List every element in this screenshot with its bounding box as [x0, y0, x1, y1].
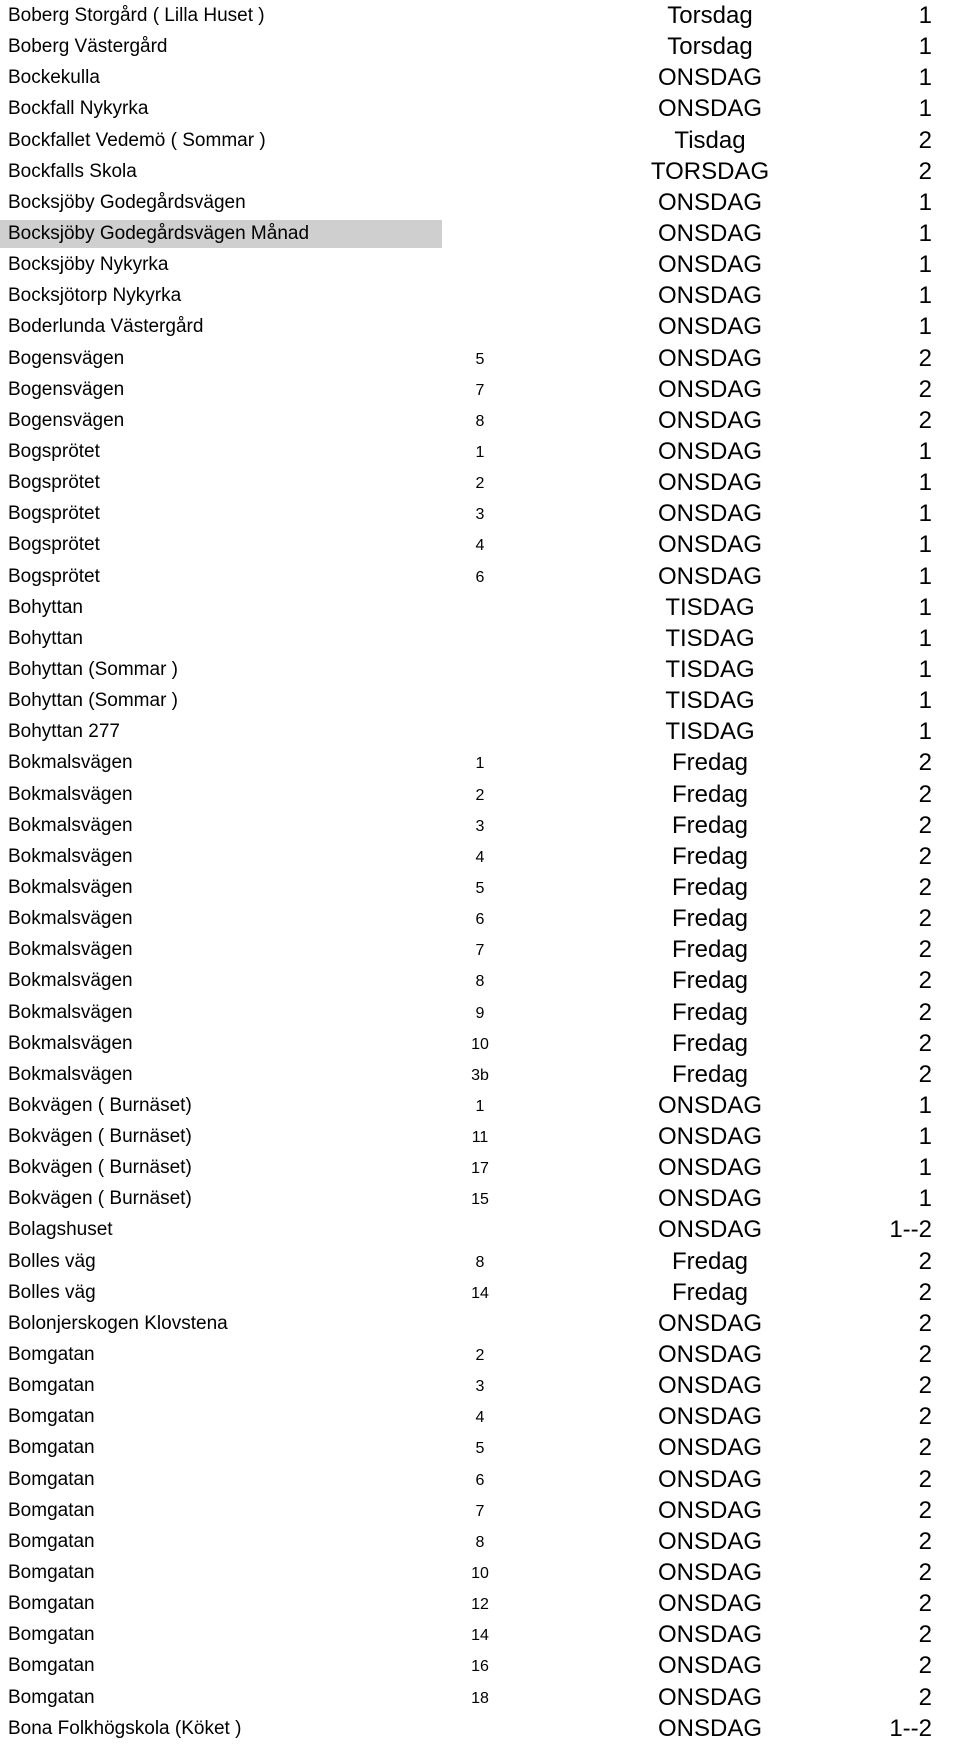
- weekday-cell: ONSDAG: [657, 562, 762, 590]
- table-row: [0, 841, 960, 872]
- table-row: [0, 1183, 960, 1214]
- weekday-cell: ONSDAG: [657, 375, 762, 403]
- address-cell: Bohyttan (Sommar ): [8, 658, 178, 680]
- week-cell: 2: [918, 998, 932, 1026]
- house-number-cell: [440, 592, 520, 623]
- house-number-cell: [440, 685, 520, 716]
- house-number-cell: [440, 311, 520, 342]
- house-number-cell: 5: [475, 350, 485, 368]
- table-row: [0, 1464, 960, 1495]
- week-cell: 2: [918, 936, 932, 964]
- weekday-cell: ONSDAG: [657, 188, 762, 216]
- weekday-cell: ONSDAG: [657, 1123, 762, 1151]
- weekday-cell: TISDAG: [665, 624, 755, 652]
- weekday-cell: ONSDAG: [657, 1683, 762, 1711]
- table-row: [0, 685, 960, 716]
- house-number-cell: 15: [471, 1191, 489, 1209]
- weekday-cell: ONSDAG: [657, 1527, 762, 1555]
- table-row: [0, 93, 960, 124]
- week-cell: 1: [918, 282, 932, 310]
- week-cell: 1--2: [889, 1216, 932, 1244]
- address-cell: Bogsprötet: [8, 565, 100, 587]
- weekday-cell: ONSDAG: [657, 95, 762, 123]
- weekday-cell: Fredag: [671, 905, 749, 933]
- table-row: [0, 1246, 960, 1277]
- week-cell: 2: [918, 344, 932, 372]
- week-cell: 2: [918, 1029, 932, 1057]
- week-cell: 1: [918, 469, 932, 497]
- week-cell: 1: [918, 33, 932, 61]
- weekday-cell: TISDAG: [665, 593, 755, 621]
- house-number-cell: 16: [471, 1658, 489, 1676]
- week-cell: 1: [918, 1091, 932, 1119]
- week-cell: 1: [918, 562, 932, 590]
- house-number-cell: [440, 623, 520, 654]
- week-cell: 2: [918, 811, 932, 839]
- table-row: [0, 374, 960, 405]
- week-cell: 1: [918, 2, 932, 29]
- week-cell: 1: [918, 500, 932, 528]
- address-cell: Bogsprötet: [8, 503, 100, 525]
- house-number-cell: [440, 654, 520, 685]
- house-number-cell: [440, 1214, 520, 1245]
- address-cell: Bokmalsvägen: [8, 1032, 133, 1054]
- house-number-cell: 8: [475, 973, 485, 991]
- table-row: [0, 1277, 960, 1308]
- week-cell: 1: [918, 1123, 932, 1151]
- address-cell: Bokmalsvägen: [8, 814, 133, 836]
- address-cell: Bokmalsvägen: [8, 970, 133, 992]
- address-cell: Bohyttan: [8, 596, 83, 618]
- week-cell: 1--2: [889, 1714, 932, 1742]
- house-number-cell: [440, 218, 520, 249]
- week-cell: 2: [918, 1496, 932, 1524]
- week-cell: 2: [918, 1309, 932, 1337]
- week-cell: 2: [918, 1559, 932, 1587]
- weekday-cell: ONSDAG: [657, 1434, 762, 1462]
- address-cell: Bocksjöby Nykyrka: [8, 254, 169, 276]
- weekday-cell: Fredag: [671, 1278, 749, 1306]
- table-row: [0, 343, 960, 374]
- table-row: [0, 311, 960, 342]
- house-number-cell: 17: [471, 1160, 489, 1178]
- week-cell: 2: [918, 157, 932, 185]
- address-cell: Bokmalsvägen: [8, 845, 133, 867]
- weekday-cell: Fredag: [671, 998, 749, 1026]
- address-cell: Bomgatan: [8, 1530, 95, 1552]
- address-cell: Bohyttan: [8, 627, 83, 649]
- house-number-cell: 7: [475, 381, 485, 399]
- address-cell: Bomgatan: [8, 1437, 95, 1459]
- table-row: [0, 1401, 960, 1432]
- weekday-cell: ONSDAG: [657, 531, 762, 559]
- week-cell: 1: [918, 251, 932, 279]
- weekday-cell: ONSDAG: [657, 437, 762, 465]
- weekday-cell: ONSDAG: [657, 1216, 762, 1244]
- address-cell: Bokmalsvägen: [8, 876, 133, 898]
- week-cell: 1: [918, 593, 932, 621]
- house-number-cell: [440, 31, 520, 62]
- house-number-cell: 18: [471, 1689, 489, 1707]
- address-cell: Bolonjerskogen Klovstena: [8, 1312, 228, 1334]
- table-row: [0, 1370, 960, 1401]
- address-cell: Bocksjötorp Nykyrka: [8, 285, 182, 307]
- address-cell: Bokvägen ( Burnäset): [8, 1126, 192, 1148]
- weekday-cell: TORSDAG: [650, 157, 770, 185]
- weekday-cell: Torsdag: [667, 33, 753, 61]
- house-number-cell: [440, 156, 520, 187]
- table-row: [0, 934, 960, 965]
- house-number-cell: 9: [475, 1004, 485, 1022]
- house-number-cell: 1: [475, 443, 485, 461]
- table-row: [0, 280, 960, 311]
- house-number-cell: 10: [471, 1035, 489, 1053]
- weekday-cell: ONSDAG: [657, 1372, 762, 1400]
- week-cell: 2: [918, 780, 932, 808]
- weekday-cell: TISDAG: [665, 655, 755, 683]
- house-number-cell: 10: [471, 1565, 489, 1583]
- week-cell: 1: [918, 718, 932, 746]
- address-cell: Boberg Storgård ( Lilla Huset ): [8, 5, 265, 26]
- house-number-cell: 8: [475, 1533, 485, 1551]
- table-row: [0, 1214, 960, 1245]
- house-number-cell: 2: [475, 1347, 485, 1365]
- weekday-cell: ONSDAG: [657, 1621, 762, 1649]
- address-cell: Bokmalsvägen: [8, 908, 133, 930]
- weekday-cell: ONSDAG: [657, 1559, 762, 1587]
- table-row: [0, 779, 960, 810]
- address-cell: Bokvägen ( Burnäset): [8, 1188, 192, 1210]
- weekday-cell: ONSDAG: [657, 1154, 762, 1182]
- table-row: [0, 1713, 960, 1744]
- address-cell: Bogsprötet: [8, 440, 100, 462]
- house-number-cell: 4: [475, 1409, 485, 1427]
- table-row: [0, 903, 960, 934]
- table-row: [0, 1526, 960, 1557]
- house-number-cell: [440, 62, 520, 93]
- table-row: [0, 187, 960, 218]
- week-cell: 1: [918, 188, 932, 216]
- house-number-cell: 7: [475, 942, 485, 960]
- house-number-cell: 5: [475, 879, 485, 897]
- table-row: [0, 1432, 960, 1463]
- weekday-cell: Fredag: [671, 780, 749, 808]
- week-cell: 2: [918, 905, 932, 933]
- address-cell: Bogensvägen: [8, 378, 125, 400]
- address-cell: Bomgatan: [8, 1499, 95, 1521]
- address-cell: Bogensvägen: [8, 409, 125, 431]
- house-number-cell: [440, 716, 520, 747]
- table-row: [0, 529, 960, 560]
- address-cell: Bomgatan: [8, 1375, 95, 1397]
- address-cell: Bohyttan (Sommar ): [8, 690, 178, 712]
- house-number-cell: 3: [475, 1378, 485, 1396]
- weekday-cell: ONSDAG: [657, 1091, 762, 1119]
- table-row: [0, 249, 960, 280]
- table-row: [0, 997, 960, 1028]
- address-cell: Bolles väg: [8, 1250, 96, 1272]
- week-cell: 2: [918, 1621, 932, 1649]
- table-row: [0, 156, 960, 187]
- week-cell: 2: [918, 1278, 932, 1306]
- table-row: [0, 965, 960, 996]
- week-cell: 2: [918, 842, 932, 870]
- week-cell: 1: [918, 437, 932, 465]
- table-row: [0, 1059, 960, 1090]
- table-row: [0, 747, 960, 778]
- week-cell: 1: [918, 624, 932, 652]
- address-cell: Bokvägen ( Burnäset): [8, 1157, 192, 1179]
- week-cell: 1: [918, 64, 932, 92]
- address-cell: Bokvägen ( Burnäset): [8, 1094, 192, 1116]
- week-cell: 2: [918, 1341, 932, 1369]
- weekday-cell: Fredag: [671, 1247, 749, 1275]
- address-cell: Bockfallet Vedemö ( Sommar ): [8, 129, 266, 151]
- table-row: [0, 1339, 960, 1370]
- weekday-cell: ONSDAG: [657, 251, 762, 279]
- house-number-cell: 6: [475, 1471, 485, 1489]
- address-cell: Bokmalsvägen: [8, 1001, 133, 1023]
- weekday-cell: ONSDAG: [657, 1496, 762, 1524]
- table-row: [0, 1495, 960, 1526]
- table-row: [0, 218, 960, 249]
- house-number-cell: 3: [475, 817, 485, 835]
- weekday-cell: ONSDAG: [657, 1341, 762, 1369]
- address-cell: Bogsprötet: [8, 534, 100, 556]
- weekday-cell: ONSDAG: [657, 500, 762, 528]
- week-cell: 2: [918, 1060, 932, 1088]
- weekday-cell: ONSDAG: [657, 1309, 762, 1337]
- weekday-cell: Fredag: [671, 873, 749, 901]
- table-row: [0, 405, 960, 436]
- weekday-cell: Fredag: [671, 936, 749, 964]
- address-cell: Bomgatan: [8, 1655, 95, 1677]
- week-cell: 2: [918, 1527, 932, 1555]
- week-cell: 1: [918, 1154, 932, 1182]
- weekday-cell: Fredag: [671, 1029, 749, 1057]
- address-cell: Bomgatan: [8, 1562, 95, 1584]
- week-cell: 2: [918, 1403, 932, 1431]
- address-cell: Bona Folkhögskola (Köket ): [8, 1717, 242, 1739]
- table-row: [0, 1308, 960, 1339]
- table-row: [0, 810, 960, 841]
- house-number-cell: [440, 280, 520, 311]
- house-number-cell: [440, 187, 520, 218]
- house-number-cell: 14: [471, 1627, 489, 1645]
- week-cell: 1: [918, 1185, 932, 1213]
- weekday-cell: ONSDAG: [657, 64, 762, 92]
- week-cell: 2: [918, 1652, 932, 1680]
- address-cell: Bogsprötet: [8, 472, 100, 494]
- house-number-cell: [440, 1308, 520, 1339]
- address-cell: Bockekulla: [8, 67, 100, 89]
- table-row: [0, 1650, 960, 1681]
- table-row: [0, 1557, 960, 1588]
- table-row: [0, 592, 960, 623]
- house-number-cell: 3b: [471, 1066, 489, 1084]
- address-cell: Bolagshuset: [8, 1219, 113, 1241]
- address-cell: Bokmalsvägen: [8, 752, 133, 774]
- weekday-cell: ONSDAG: [657, 219, 762, 247]
- house-number-cell: 12: [471, 1596, 489, 1614]
- week-cell: 2: [918, 375, 932, 403]
- house-number-cell: 1: [475, 1097, 485, 1115]
- house-number-cell: 6: [475, 568, 485, 586]
- house-number-cell: 4: [475, 848, 485, 866]
- house-number-cell: 14: [471, 1284, 489, 1302]
- week-cell: 2: [918, 126, 932, 154]
- weekday-cell: ONSDAG: [657, 1403, 762, 1431]
- week-cell: 1: [918, 687, 932, 715]
- address-cell: Bockfall Nykyrka: [8, 98, 149, 120]
- table-row: [0, 1121, 960, 1152]
- house-number-cell: 1: [475, 755, 485, 773]
- week-cell: 2: [918, 1434, 932, 1462]
- house-number-cell: 2: [475, 786, 485, 804]
- address-cell: Bogensvägen: [8, 347, 125, 369]
- week-cell: 2: [918, 406, 932, 434]
- address-cell: Bomgatan: [8, 1468, 95, 1490]
- weekday-cell: ONSDAG: [657, 469, 762, 497]
- address-cell: Bokmalsvägen: [8, 939, 133, 961]
- house-number-cell: 3: [475, 506, 485, 524]
- table-row: [0, 467, 960, 498]
- house-number-cell: [440, 0, 520, 31]
- week-cell: 1: [918, 219, 932, 247]
- address-cell: Bokmalsvägen: [8, 783, 133, 805]
- week-cell: 1: [918, 531, 932, 559]
- weekday-cell: Fredag: [671, 811, 749, 839]
- address-cell: Bolles väg: [8, 1281, 96, 1303]
- weekday-cell: Fredag: [671, 842, 749, 870]
- week-cell: 2: [918, 1247, 932, 1275]
- house-number-cell: 2: [475, 475, 485, 493]
- house-number-cell: [440, 125, 520, 156]
- weekday-cell: TISDAG: [665, 687, 755, 715]
- table-row: [0, 0, 960, 31]
- weekday-cell: Fredag: [671, 1060, 749, 1088]
- weekday-cell: ONSDAG: [657, 282, 762, 310]
- table-row: [0, 62, 960, 93]
- address-cell: Bomgatan: [8, 1624, 95, 1646]
- table-row: [0, 1682, 960, 1713]
- weekday-cell: Fredag: [671, 749, 749, 777]
- address-cell: Bocksjöby Godegårdsvägen Månad: [8, 222, 310, 244]
- house-number-cell: 5: [475, 1440, 485, 1458]
- table-row: [0, 125, 960, 156]
- address-cell: Boberg Västergård: [8, 36, 168, 58]
- weekday-cell: ONSDAG: [657, 1714, 762, 1742]
- address-cell: Bockfalls Skola: [8, 160, 137, 182]
- table-row: [0, 31, 960, 62]
- house-number-cell: 7: [475, 1502, 485, 1520]
- weekday-cell: ONSDAG: [657, 313, 762, 341]
- week-cell: 1: [918, 95, 932, 123]
- table-row: [0, 1619, 960, 1650]
- table-row: [0, 561, 960, 592]
- house-number-cell: 8: [475, 412, 485, 430]
- address-cell: Bokmalsvägen: [8, 1063, 133, 1085]
- weekday-cell: Torsdag: [667, 2, 753, 29]
- address-cell: Boderlunda Västergård: [8, 316, 204, 338]
- week-cell: 2: [918, 967, 932, 995]
- table-row: [0, 654, 960, 685]
- house-number-cell: [440, 93, 520, 124]
- table-row: [0, 1152, 960, 1183]
- house-number-cell: 4: [475, 537, 485, 555]
- address-cell: Bomgatan: [8, 1686, 95, 1708]
- table-row: [0, 716, 960, 747]
- weekday-cell: ONSDAG: [657, 1590, 762, 1618]
- table-row: [0, 498, 960, 529]
- address-cell: Bomgatan: [8, 1344, 95, 1366]
- address-cell: Bomgatan: [8, 1406, 95, 1428]
- house-number-cell: 6: [475, 911, 485, 929]
- address-cell: Bohyttan 277: [8, 721, 120, 743]
- table-row: [0, 1588, 960, 1619]
- house-number-cell: [440, 249, 520, 280]
- weekday-cell: ONSDAG: [657, 1185, 762, 1213]
- table-row: [0, 1028, 960, 1059]
- week-cell: 1: [918, 313, 932, 341]
- table-row: [0, 1090, 960, 1121]
- weekday-cell: Tisdag: [674, 126, 746, 154]
- week-cell: 2: [918, 873, 932, 901]
- weekday-cell: ONSDAG: [657, 406, 762, 434]
- address-cell: Bomgatan: [8, 1593, 95, 1615]
- weekday-cell: ONSDAG: [657, 344, 762, 372]
- table-row: [0, 623, 960, 654]
- house-number-cell: 8: [475, 1253, 485, 1271]
- week-cell: 2: [918, 1465, 932, 1493]
- table-row: [0, 872, 960, 903]
- house-number-cell: [440, 1713, 520, 1744]
- week-cell: 2: [918, 749, 932, 777]
- weekday-cell: ONSDAG: [657, 1465, 762, 1493]
- weekday-cell: TISDAG: [665, 718, 755, 746]
- week-cell: 2: [918, 1590, 932, 1618]
- house-number-cell: 11: [471, 1129, 489, 1147]
- week-cell: 1: [918, 655, 932, 683]
- week-cell: 2: [918, 1683, 932, 1711]
- weekday-cell: Fredag: [671, 967, 749, 995]
- address-cell: Bocksjöby Godegårdsvägen: [8, 191, 246, 213]
- weekday-cell: ONSDAG: [657, 1652, 762, 1680]
- table-row: [0, 436, 960, 467]
- week-cell: 2: [918, 1372, 932, 1400]
